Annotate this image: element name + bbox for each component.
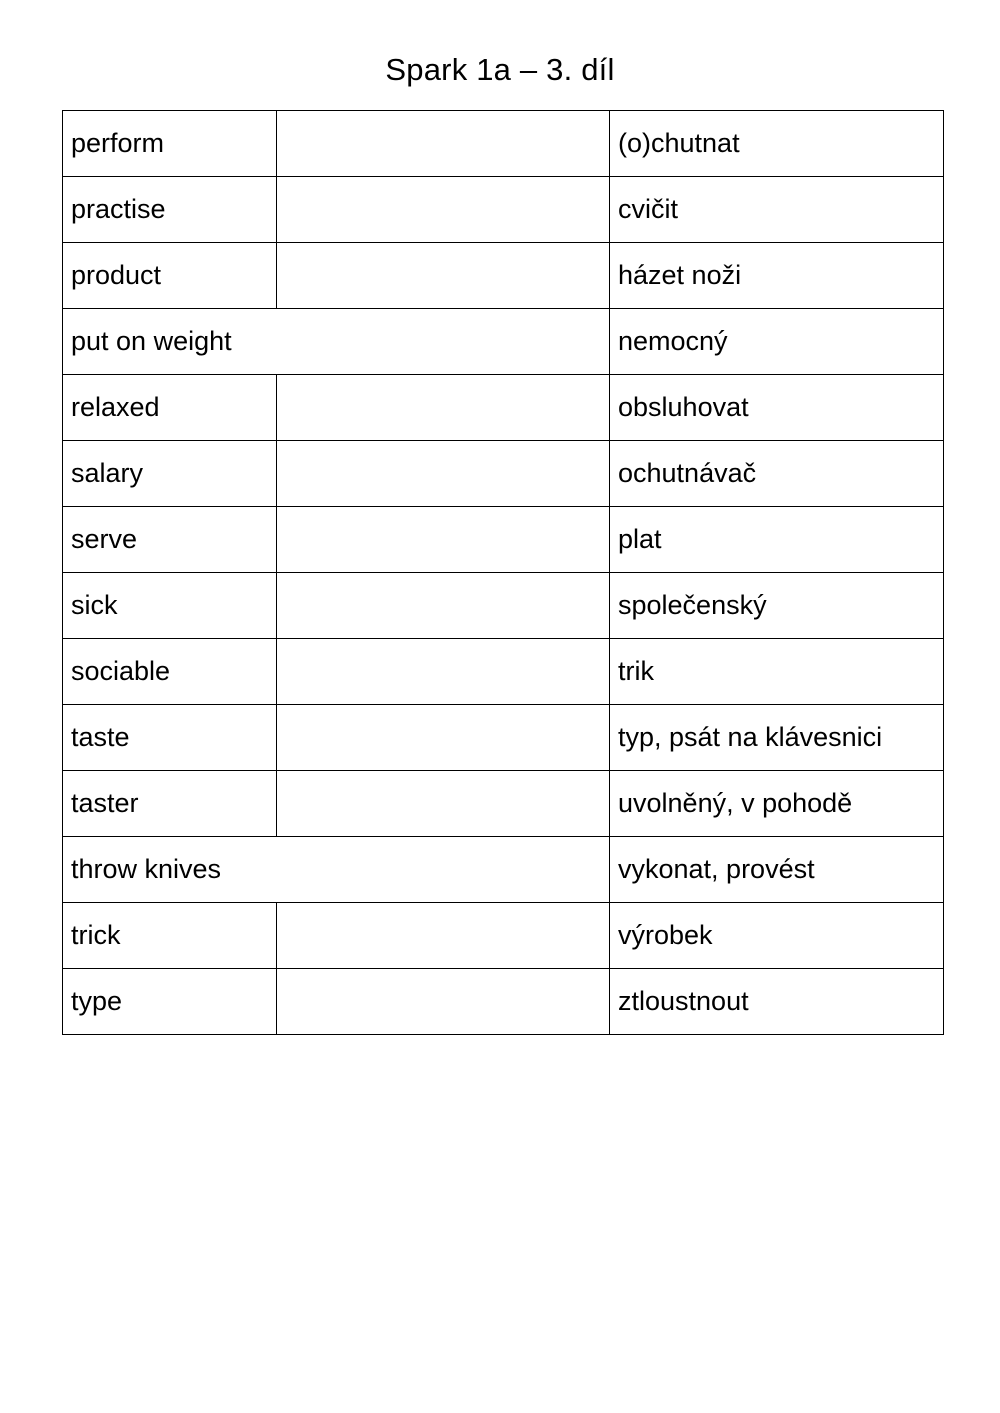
czech-word-cell: vykonat, provést [610, 837, 944, 903]
answer-blank-cell[interactable] [277, 705, 610, 771]
czech-word-cell: ztloustnout [610, 969, 944, 1035]
table-row [63, 705, 944, 771]
table-row [63, 903, 944, 969]
czech-word-cell: (o)chutnat [610, 111, 944, 177]
czech-word-cell: typ, psát na klávesnici [610, 705, 944, 771]
answer-blank-cell[interactable] [277, 111, 610, 177]
english-word-cell: sociable [63, 639, 277, 705]
english-word-cell: taster [63, 771, 277, 837]
answer-blank-cell[interactable] [277, 177, 610, 243]
english-word-cell: serve [63, 507, 277, 573]
answer-blank-cell[interactable] [277, 507, 610, 573]
table-row [63, 573, 944, 639]
table-row [63, 639, 944, 705]
answer-blank-cell[interactable] [277, 639, 610, 705]
answer-blank-cell[interactable] [277, 573, 610, 639]
czech-word-cell: cvičit [610, 177, 944, 243]
table-row [63, 375, 944, 441]
table-row [63, 969, 944, 1035]
answer-blank-cell[interactable] [277, 771, 610, 837]
table-row [63, 441, 944, 507]
czech-word-cell: plat [610, 507, 944, 573]
english-word-cell: perform [63, 111, 277, 177]
czech-word-cell: společenský [610, 573, 944, 639]
answer-blank-cell[interactable] [277, 903, 610, 969]
czech-word-cell: trik [610, 639, 944, 705]
english-word-cell: sick [63, 573, 277, 639]
czech-word-cell: nemocný [610, 309, 944, 375]
czech-word-cell: házet noži [610, 243, 944, 309]
czech-word-cell: ochutnávač [610, 441, 944, 507]
english-word-cell: practise [63, 177, 277, 243]
english-word-cell: taste [63, 705, 277, 771]
english-word-cell: salary [63, 441, 277, 507]
table-row [63, 309, 944, 375]
table-row [63, 507, 944, 573]
english-word-cell: trick [63, 903, 277, 969]
czech-word-cell: obsluhovat [610, 375, 944, 441]
table-row [63, 837, 944, 903]
table-row [63, 177, 944, 243]
english-word-cell: product [63, 243, 277, 309]
answer-blank-cell[interactable] [277, 969, 610, 1035]
table-row [63, 111, 944, 177]
answer-blank-cell[interactable] [277, 243, 610, 309]
english-word-cell: throw knives [63, 837, 610, 903]
english-word-cell: put on weight [63, 309, 610, 375]
page-title: Spark 1a – 3. díl [385, 52, 615, 87]
vocabulary-table [62, 110, 944, 1035]
answer-blank-cell[interactable] [277, 375, 610, 441]
czech-word-cell: výrobek [610, 903, 944, 969]
english-word-cell: relaxed [63, 375, 277, 441]
answer-blank-cell[interactable] [277, 441, 610, 507]
english-word-cell: type [63, 969, 277, 1035]
czech-word-cell: uvolněný, v pohodě [610, 771, 944, 837]
table-row [63, 243, 944, 309]
table-row [63, 771, 944, 837]
